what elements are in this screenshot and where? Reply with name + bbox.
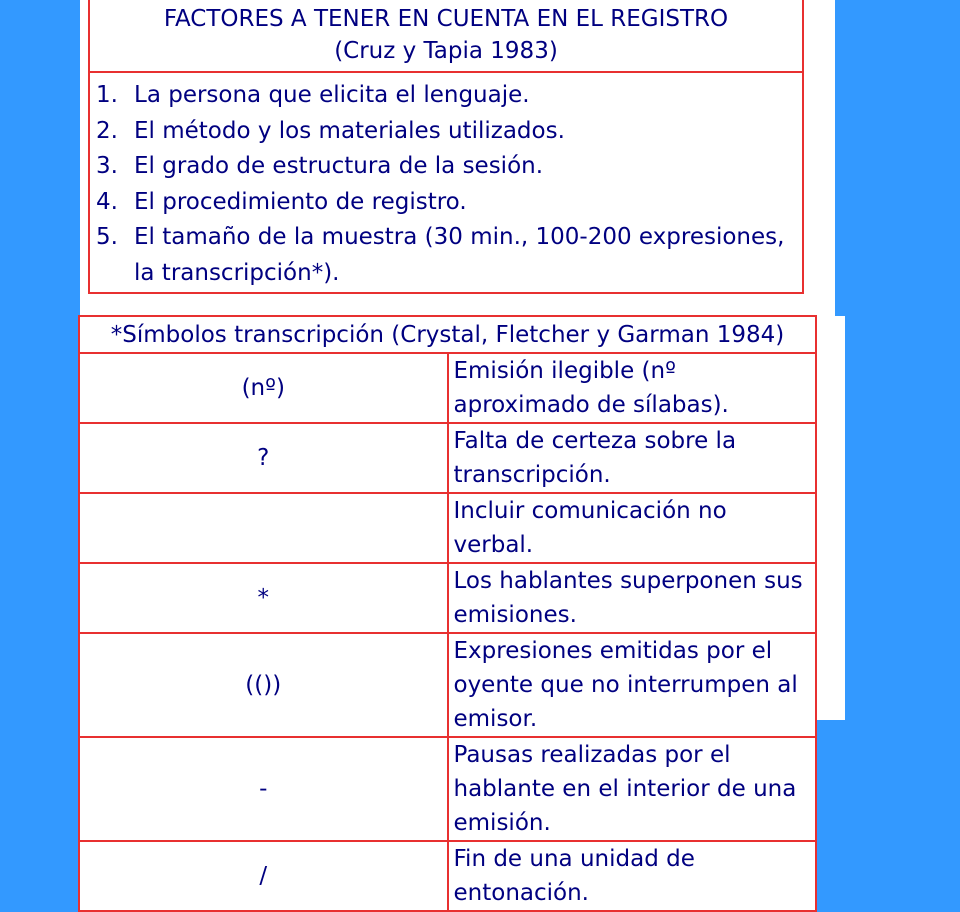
table-row bbox=[79, 841, 816, 911]
description-cell: Falta de certeza sobre la transcripción. bbox=[448, 423, 817, 493]
factors-header bbox=[90, 0, 802, 73]
list-item-number: 3. bbox=[96, 153, 118, 179]
list-item-text: El procedimiento de registro. bbox=[134, 188, 467, 215]
symbol-cell: / bbox=[79, 841, 448, 911]
list-item-number: 2. bbox=[96, 117, 118, 144]
symbols-table-header: *Símbolos transcripción (Crystal, Fletcher y Garman 1984) bbox=[79, 316, 816, 353]
description-cell: Emisión ilegible (nº aproximado de sílabas). bbox=[448, 353, 817, 423]
symbol-cell bbox=[79, 493, 448, 563]
list-item bbox=[96, 220, 802, 291]
list-item-text: El tamaño de la muestra (30 min., 100-200 expresiones, la transcripción*). bbox=[134, 224, 785, 286]
description-cell: Pausas realizadas por el hablante en el interior de una emisión. bbox=[448, 737, 817, 841]
symbol-cell: (()) bbox=[79, 633, 448, 737]
list-item-number: 1. bbox=[96, 82, 118, 108]
list-item-number: 5. bbox=[96, 224, 118, 250]
symbols-table bbox=[78, 315, 817, 912]
table-row bbox=[79, 423, 816, 493]
list-item bbox=[96, 185, 802, 221]
symbol-cell: - bbox=[79, 737, 448, 841]
symbol-cell: (nº) bbox=[79, 353, 448, 423]
list-item-text: El grado de estructura de la sesión. bbox=[134, 153, 544, 179]
table-row bbox=[79, 737, 816, 841]
list-item bbox=[96, 114, 802, 150]
factors-citation: (Cruz y Tapia 1983) bbox=[334, 38, 558, 64]
table-row bbox=[79, 633, 816, 737]
list-item-text: El método y los materiales utilizados. bbox=[134, 117, 565, 144]
factors-table bbox=[88, 0, 804, 294]
table-row bbox=[79, 563, 816, 633]
list-item bbox=[96, 149, 802, 185]
symbol-cell: * bbox=[79, 563, 448, 633]
table-row bbox=[79, 353, 816, 423]
symbol-cell: ? bbox=[79, 423, 448, 493]
list-item bbox=[96, 78, 802, 114]
description-cell: Los hablantes superponen sus emisiones. bbox=[448, 563, 817, 633]
list-item-text: La persona que elicita el lenguaje. bbox=[134, 82, 530, 108]
description-cell: Incluir comunicación no verbal. bbox=[448, 493, 817, 563]
description-cell: Fin de una unidad de entonación. bbox=[448, 841, 817, 911]
table-header-row bbox=[79, 316, 816, 353]
factors-list bbox=[90, 73, 802, 291]
list-item-number: 4. bbox=[96, 188, 118, 215]
description-cell: Expresiones emitidas por el oyente que no interrumpen al emisor. bbox=[448, 633, 817, 737]
factors-title: FACTORES A TENER EN CUENTA EN EL REGISTRO bbox=[163, 6, 729, 32]
table-row bbox=[79, 493, 816, 563]
